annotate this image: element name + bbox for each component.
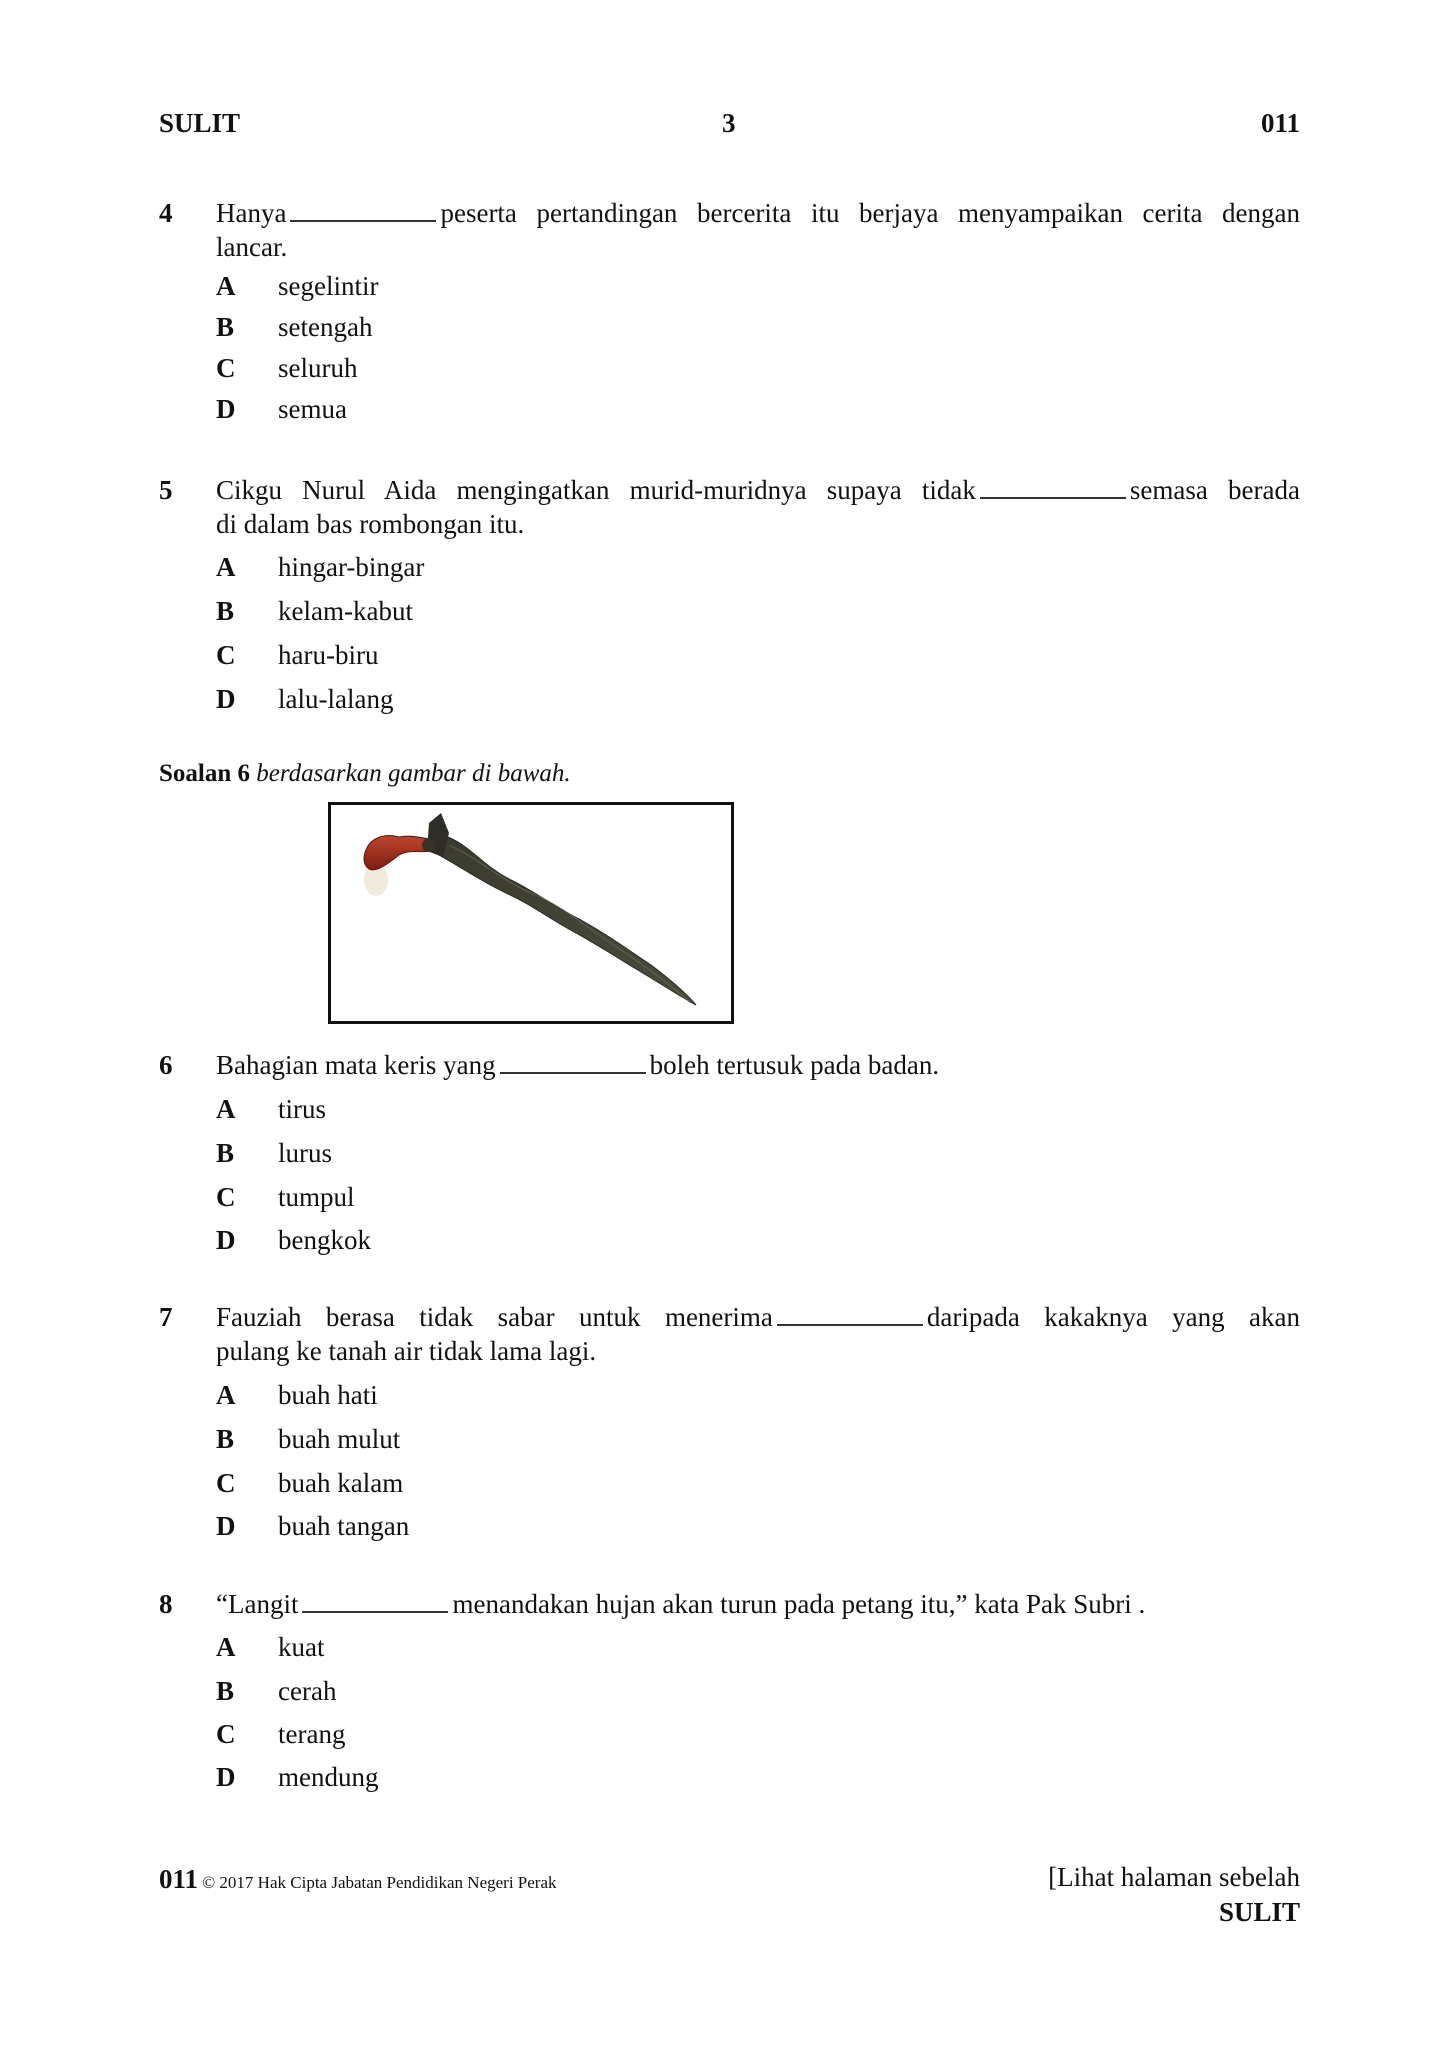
- stem-text: semasa berada: [1129, 475, 1300, 505]
- paper-code: 011: [1260, 108, 1300, 138]
- option-a: [216, 1380, 378, 1411]
- header-classification: SULIT: [159, 108, 241, 138]
- answer-blank: [980, 475, 1126, 499]
- option-letter: B: [216, 1138, 235, 1168]
- footer-classification: SULIT: [1218, 1897, 1300, 1927]
- option-text: terang: [278, 1719, 346, 1749]
- question-number: 6: [159, 1050, 173, 1080]
- copyright-text: © 2017 Hak Cipta Jabatan Pendidikan Negeri Perak: [202, 1873, 557, 1892]
- page-number: 3: [722, 108, 736, 138]
- option-text: mendung: [278, 1762, 379, 1792]
- option-text: semua: [278, 394, 347, 424]
- option-letter: D: [216, 1762, 236, 1792]
- question-stem: [216, 196, 1300, 264]
- question-stem: [216, 473, 1300, 541]
- option-letter: D: [216, 1511, 236, 1541]
- option-a: [216, 1632, 325, 1663]
- option-b: [216, 596, 413, 627]
- next-page-note: [Lihat halaman sebelah: [1048, 1862, 1300, 1892]
- option-c: [216, 353, 357, 384]
- option-text: tirus: [278, 1094, 327, 1124]
- option-a: [216, 552, 424, 583]
- option-text: cerah: [278, 1676, 337, 1706]
- stimulus-text: berdasarkan gambar di bawah.: [256, 760, 571, 787]
- question-number: 5: [159, 475, 173, 505]
- option-letter: C: [216, 640, 236, 670]
- option-c: [216, 640, 378, 671]
- option-d: [216, 394, 347, 425]
- option-a: [216, 271, 378, 302]
- option-letter: A: [216, 552, 236, 582]
- option-b: [216, 1676, 336, 1707]
- option-text: setengah: [278, 312, 373, 342]
- option-text: lurus: [278, 1138, 332, 1168]
- option-letter: D: [216, 684, 236, 714]
- option-letter: C: [216, 1719, 236, 1749]
- option-text: tumpul: [278, 1182, 355, 1212]
- option-text: kuat: [278, 1632, 325, 1662]
- option-c: [216, 1719, 345, 1750]
- stem-text: di dalam bas rombongan itu.: [216, 509, 525, 539]
- option-letter: A: [216, 1632, 236, 1662]
- option-text: buah tangan: [278, 1511, 410, 1541]
- option-d: [216, 1762, 379, 1793]
- question-stem: [216, 1300, 1300, 1368]
- stimulus-instruction: [159, 760, 571, 788]
- stem-text: Hanya: [216, 198, 287, 228]
- option-letter: D: [216, 1225, 236, 1255]
- stem-text: Fauziah berasa tidak sabar untuk menerima: [216, 1302, 773, 1332]
- option-text: haru-biru: [278, 640, 379, 670]
- footer-code: 011: [159, 1864, 199, 1894]
- option-letter: B: [216, 1676, 235, 1706]
- option-text: buah hati: [278, 1380, 378, 1410]
- question-number: 4: [159, 198, 173, 228]
- option-letter: C: [216, 1182, 236, 1212]
- stem-text: daripada kakaknya yang akan: [926, 1302, 1300, 1332]
- answer-blank: [777, 1302, 923, 1326]
- keris-icon: [331, 805, 731, 1021]
- stimulus-label: Soalan 6: [159, 760, 251, 787]
- question-number: 8: [159, 1589, 173, 1619]
- option-text: segelintir: [278, 271, 379, 301]
- option-b: [216, 1424, 400, 1455]
- option-letter: C: [216, 353, 236, 383]
- footer-copyright: [159, 1864, 557, 1895]
- stem-text: lancar.: [216, 232, 288, 262]
- option-d: [216, 1225, 371, 1256]
- stem-text: “Langit: [216, 1589, 299, 1619]
- answer-blank: [290, 198, 436, 222]
- option-text: buah mulut: [278, 1424, 401, 1454]
- option-b: [216, 312, 372, 343]
- option-letter: D: [216, 394, 236, 424]
- option-letter: C: [216, 1468, 236, 1498]
- option-letter: A: [216, 271, 236, 301]
- stem-text: menandakan hujan akan turun pada petang itu,” kata Pak Subri .: [452, 1589, 1146, 1619]
- option-b: [216, 1138, 332, 1169]
- option-letter: B: [216, 312, 235, 342]
- stem-text: boleh tertusuk pada badan.: [649, 1050, 940, 1080]
- option-letter: B: [216, 1424, 235, 1454]
- option-text: bengkok: [278, 1225, 371, 1255]
- answer-blank: [302, 1589, 448, 1613]
- option-letter: A: [216, 1380, 236, 1410]
- option-c: [216, 1468, 403, 1499]
- option-letter: B: [216, 596, 235, 626]
- keris-image: [328, 802, 734, 1024]
- question-stem: [216, 1587, 1300, 1621]
- answer-blank: [500, 1050, 646, 1074]
- question-stem: [216, 1048, 1300, 1082]
- option-text: buah kalam: [278, 1468, 404, 1498]
- option-d: [216, 1511, 409, 1542]
- question-number: 7: [159, 1302, 173, 1332]
- stem-text: Bahagian mata keris yang: [216, 1050, 496, 1080]
- stem-text: Cikgu Nurul Aida mengingatkan murid-muridnya supaya tidak: [216, 475, 976, 505]
- option-d: [216, 684, 393, 715]
- stem-text: pulang ke tanah air tidak lama lagi.: [216, 1336, 597, 1366]
- stem-text: peserta pertandingan bercerita itu berjaya menyampaikan cerita dengan: [440, 198, 1300, 228]
- option-text: lalu-lalang: [278, 684, 394, 714]
- option-letter: A: [216, 1094, 236, 1124]
- option-a: [216, 1094, 326, 1125]
- option-text: kelam-kabut: [278, 596, 413, 626]
- option-text: hingar-bingar: [278, 552, 425, 582]
- option-text: seluruh: [278, 353, 358, 383]
- option-c: [216, 1182, 355, 1213]
